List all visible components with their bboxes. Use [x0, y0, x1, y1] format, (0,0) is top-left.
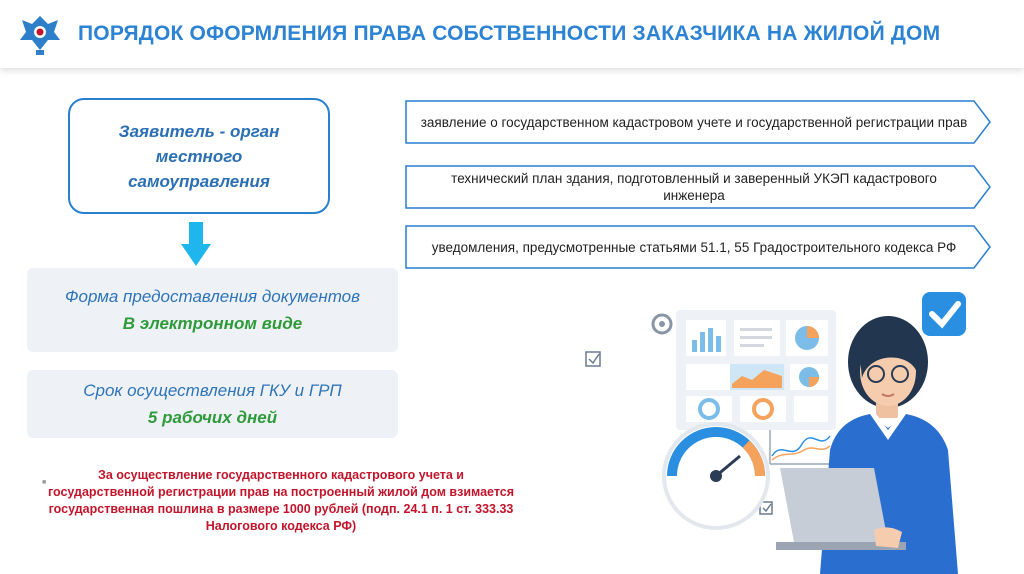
- processing-term-value: 5 рабочих дней: [147, 408, 278, 427]
- page-title: ПОРЯДОК ОФОРМЛЕНИЯ ПРАВА СОБСТВЕННОСТИ ЗАКАЗЧИКА НА ЖИЛОЙ ДОМ: [78, 22, 941, 45]
- fee-note: За осуществление государственного кадастрового учета и государственной регистрации прав на построенный жилой дом взимается государственная пошлина в размере 1000 рублей (подп. 24.1 п. 1 ст. 333.33 Налогового кодекса РФ): [47, 468, 515, 533]
- form-of-submission-box: [27, 268, 398, 352]
- form-of-submission-value: В электронном виде: [122, 314, 303, 333]
- document-item: [405, 165, 991, 209]
- woman-at-laptop-illustration: [570, 280, 1024, 574]
- bullet-mark: ■: [42, 479, 47, 486]
- document-item: [405, 225, 991, 269]
- processing-term-box: [27, 370, 398, 438]
- document-text: технический план здания, подготовленный и заверенный УКЭП кадастрового инженера: [451, 171, 937, 203]
- document-text: уведомления, предусмотренные статьями 51.1, 55 Градостроительного кодекса РФ: [431, 239, 957, 255]
- document-item: [405, 100, 991, 144]
- eagle-emblem-icon: [14, 10, 66, 58]
- gauge-icon: [664, 424, 768, 528]
- processing-term-label: Срок осуществления ГКУ и ГРП: [83, 381, 342, 400]
- line-chart-icon: [770, 430, 832, 464]
- applicant-box: [68, 98, 330, 214]
- header-bar: [0, 0, 1024, 68]
- down-arrow-icon: [181, 222, 211, 266]
- checkbox-icon: [586, 352, 600, 366]
- gear-icon: [653, 315, 671, 333]
- form-of-submission-label: Форма предоставления документов: [64, 287, 361, 306]
- document-text: заявление о государственном кадастровом учете и государственной регистрации прав: [420, 114, 968, 130]
- applicant-label: Заявитель - орган местного самоуправления: [118, 121, 280, 191]
- check-badge-icon: [922, 292, 966, 336]
